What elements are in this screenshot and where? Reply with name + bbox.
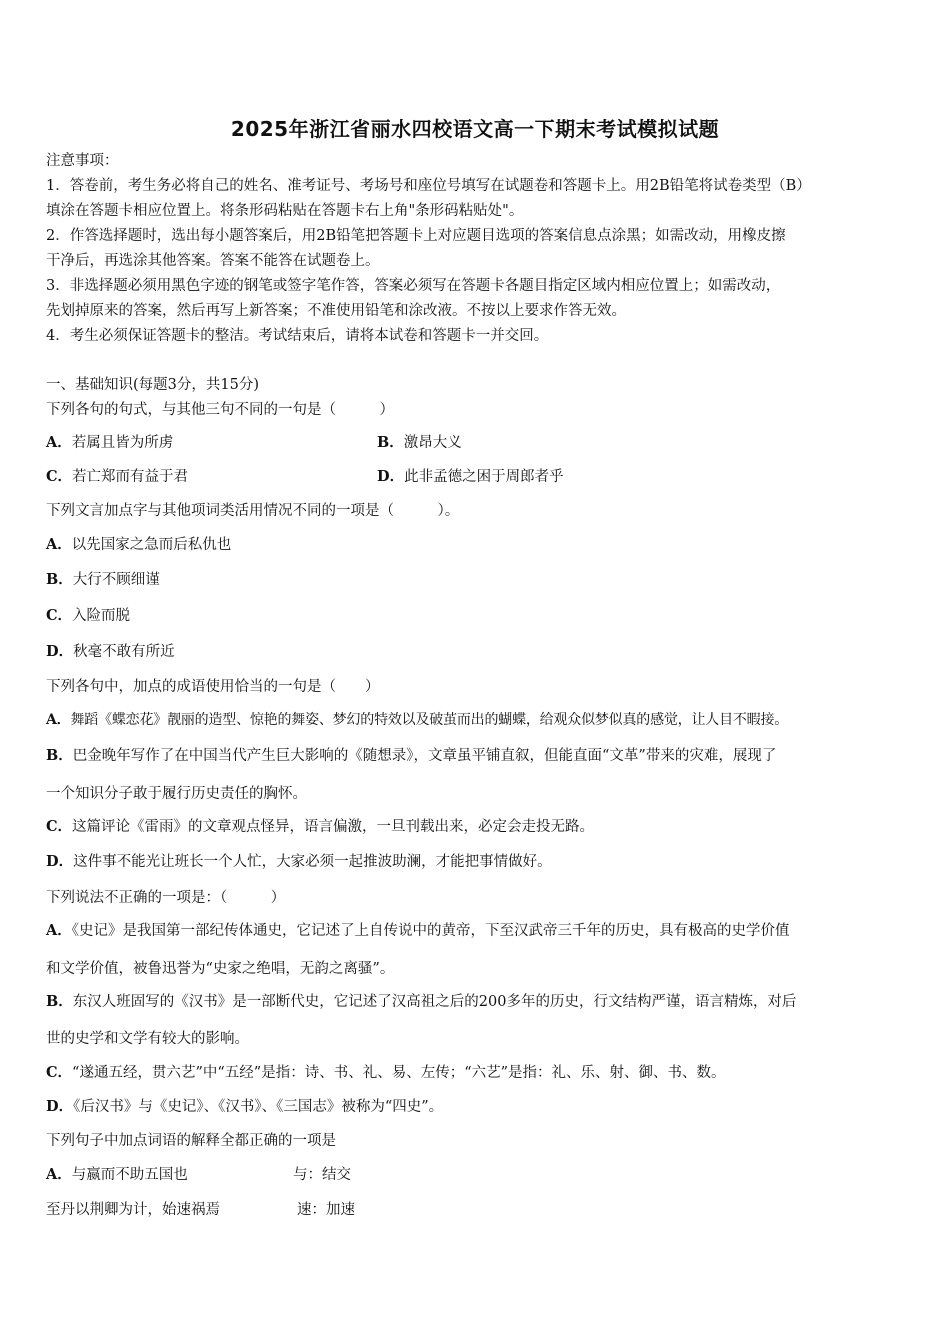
option-d	[46, 851, 916, 873]
option-d	[377, 466, 564, 488]
option-b-continued: 世的史学和文学有较大的影响。	[46, 1031, 249, 1047]
option-a	[46, 1164, 286, 1186]
option-c	[46, 816, 916, 838]
option-text: 若属且皆为所虏	[71, 435, 174, 451]
option-a	[46, 432, 346, 454]
option-text: 东汉人班固写的《汉书》是一部断代史，它记述了汉高祖之后的200多年的历史，行文结构严谨，语言精炼，对后	[72, 994, 797, 1010]
option-b	[46, 745, 916, 767]
option-label: B．	[46, 747, 73, 764]
option-label: A．	[46, 922, 72, 939]
option-b-continued: 一个知识分子敢于履行历史责任的胸怀。	[46, 786, 307, 802]
question-stem: 下列句子中加点词语的解释全都正确的一项是	[46, 1133, 336, 1149]
option-label: C．	[46, 1064, 73, 1081]
notice-line: 2．作答选择题时，选出每小题答案后，用2B铅笔把答题卡上对应题目选项的答案信息点涂黑；如需改动，用橡皮擦	[46, 228, 786, 244]
option-text: 巴金晚年写作了在中国当代产生巨大影响的《随想录》，文章虽平铺直叙，但能直面“文革”带来的灾难，展现了	[72, 748, 777, 764]
option-text: 《史记》是我国第一部纪传体通史，它记述了上自传说中的黄帝，下至汉武帝三千年的历史，具有极高的史学价值	[71, 923, 790, 939]
option-gloss: 速：加速	[297, 1202, 355, 1218]
option-label: D．	[46, 643, 74, 660]
option-label: A．	[46, 536, 72, 553]
option-label: D．	[377, 468, 405, 485]
question-stem: 下列文言加点字与其他项词类活用情况不同的一项是（ ）。	[46, 503, 460, 519]
option-label: D．	[46, 1098, 74, 1115]
option-label: B．	[377, 434, 404, 451]
option-label: B．	[46, 993, 73, 1010]
option-c	[46, 1062, 916, 1084]
option-text: 激昂大义	[403, 435, 462, 451]
notice-heading: 注意事项：	[46, 153, 119, 169]
option-subline: 至丹以荆卿为计，始速祸焉	[46, 1202, 220, 1218]
option-text: 与嬴而不助五国也	[71, 1167, 188, 1183]
option-b	[377, 432, 462, 454]
option-text: 这篇评论《雷雨》的文章观点怪异，语言偏激，一旦刊载出来，必定会走投无路。	[72, 819, 595, 835]
option-c	[46, 466, 346, 488]
option-text: 若亡郑而有益于君	[72, 469, 189, 485]
option-text: 《后汉书》与《史记》、《汉书》、《三国志》被称为“四史”。	[73, 1099, 444, 1115]
notice-line: 先划掉原来的答案，然后再写上新答案；不准使用铅笔和涂改液。不按以上要求作答无效。	[46, 303, 626, 319]
option-text: 入险而脱	[72, 608, 131, 624]
option-label: C．	[46, 818, 73, 835]
option-gloss: 与：结交	[293, 1167, 351, 1183]
option-label: D．	[46, 853, 74, 870]
notice-line: 干净后，再选涂其他答案。答案不能答在试题卷上。	[46, 253, 380, 269]
question-stem: 下列各句中，加点的成语使用恰当的一句是（ ）	[46, 679, 380, 695]
option-a	[46, 920, 916, 942]
option-text: 这件事不能光让班长一个人忙，大家必须一起推波助澜，才能把事情做好。	[73, 854, 552, 870]
section-heading: 一、基础知识(每题3分，共15分)	[46, 377, 259, 393]
notice-line: 1．答卷前，考生务必将自己的姓名、准考证号、考场号和座位号填写在试题卷和答题卡上。用2B铅笔将试卷类型（B）	[46, 178, 811, 194]
question-stem: 下列说法不正确的一项是：（ ）	[46, 890, 286, 906]
option-label: A．	[46, 1166, 72, 1183]
option-label: A．	[46, 712, 71, 728]
option-c	[46, 605, 916, 627]
notice-line: 3．非选择题必须用黑色字迹的钢笔或签字笔作答，答案必须写在答题卡各题目指定区域内相应位置上；如需改动，	[46, 278, 781, 294]
option-d	[46, 641, 916, 663]
option-text: 以先国家之急而后私仇也	[71, 537, 232, 553]
option-b	[46, 991, 916, 1013]
option-d	[46, 1096, 916, 1118]
notice-line: 填涂在答题卡相应位置上。将条形码粘贴在答题卡右上角"条形码粘贴处"。	[46, 203, 524, 219]
option-text: 大行不顾细谨	[72, 572, 160, 588]
option-label: B．	[46, 571, 73, 588]
option-text: 此非孟德之困于周郎者乎	[404, 469, 564, 485]
option-a	[46, 709, 916, 731]
option-b	[46, 569, 916, 591]
option-text: 舞蹈《蝶恋花》靓丽的造型、惊艳的舞姿、梦幻的特效以及破茧而出的蝴蝶，给观众似梦似真的感觉，让人目不暇接。	[70, 712, 789, 728]
question-stem: 下列各句的句式，与其他三句不同的一句是（ ）	[46, 402, 394, 418]
option-label: C．	[46, 607, 73, 624]
page-title: 2025年浙江省丽水四校语文高一下期末考试模拟试题	[230, 117, 720, 141]
option-text: 秋毫不敢有所近	[73, 644, 175, 660]
option-a-continued: 和文学价值，被鲁迅誉为“史家之绝唱，无韵之离骚”。	[46, 961, 395, 977]
option-a	[46, 534, 916, 556]
option-label: C．	[46, 468, 73, 485]
option-text: “遂通五经，贯六艺”中“五经”是指：诗、书、礼、易、左传；“六艺”是指：礼、乐、射、御、书、数。	[72, 1065, 726, 1081]
option-label: A．	[46, 434, 72, 451]
notice-line: 4．考生必须保证答题卡的整洁。考试结束后，请将本试卷和答题卡一并交回。	[46, 328, 549, 344]
